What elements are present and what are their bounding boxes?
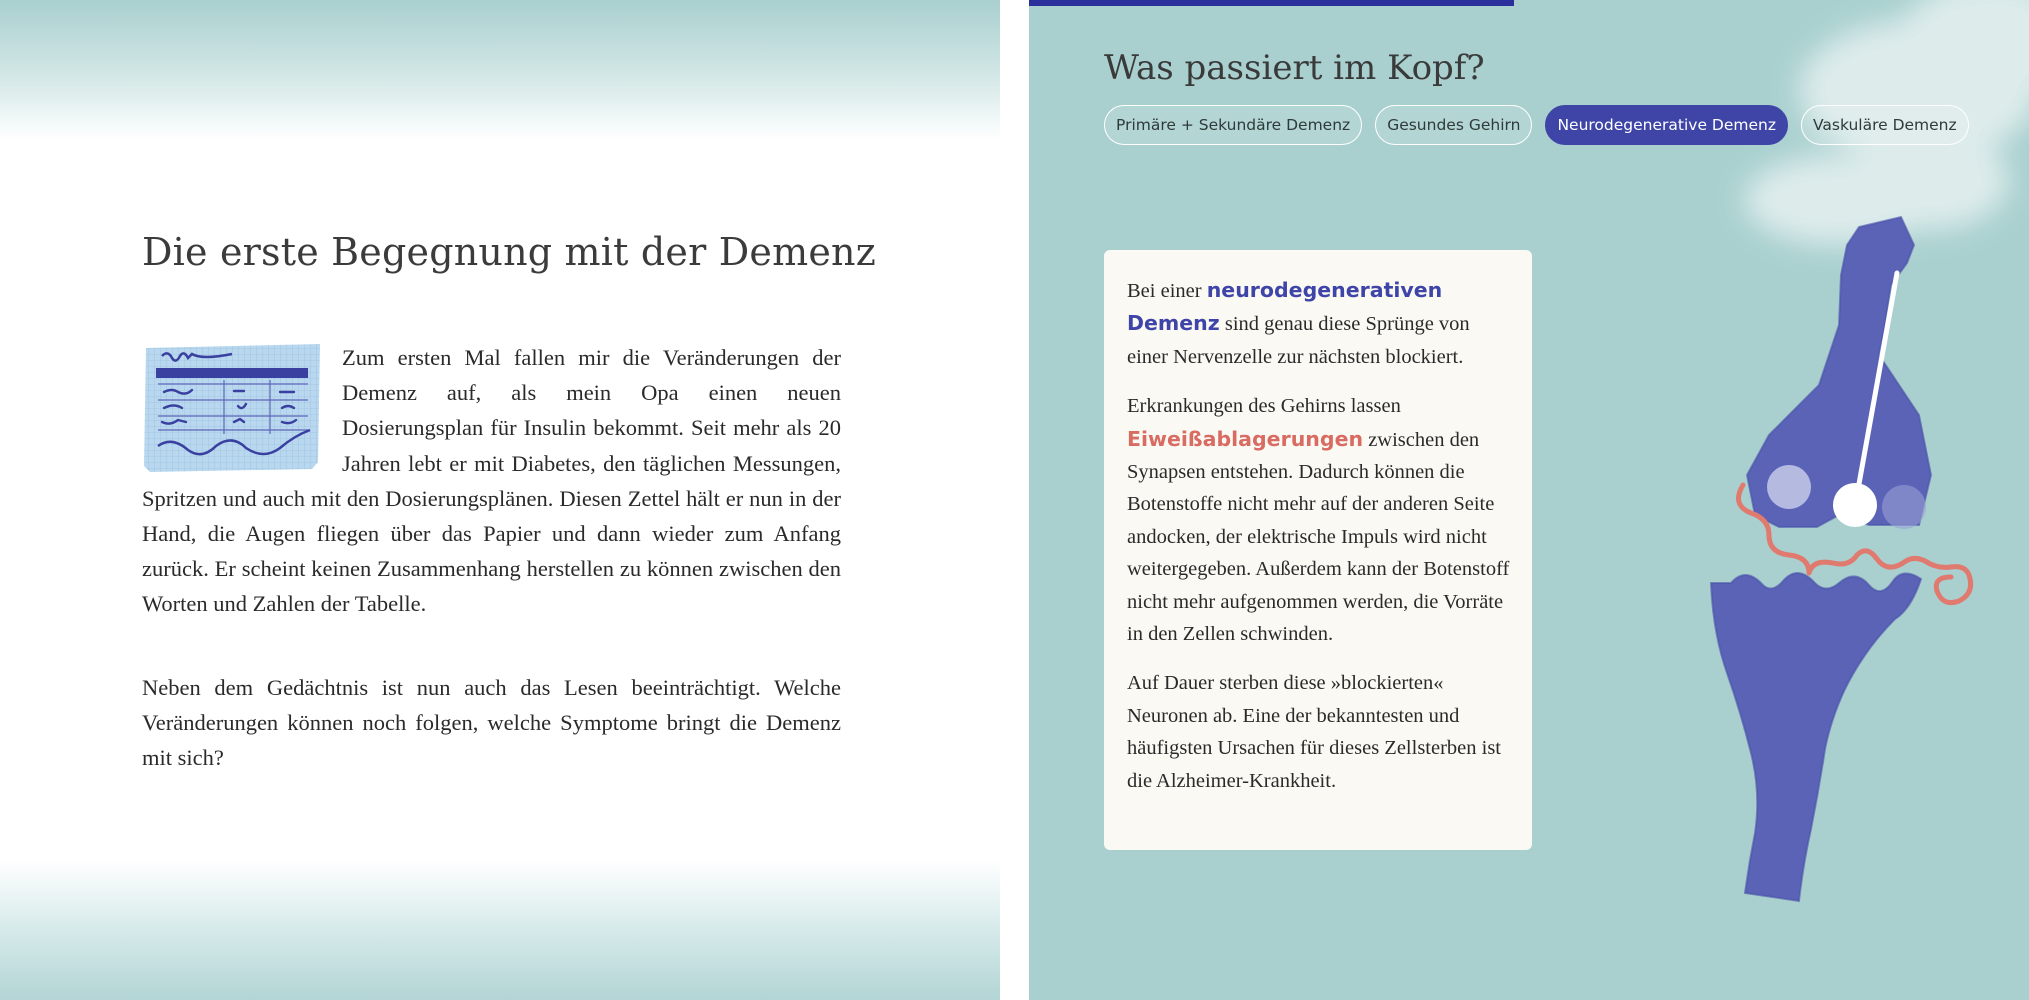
tab-neurodegenerative-dementia[interactable]: Neurodegenerative Demenz xyxy=(1545,105,1788,145)
panel-divider xyxy=(1000,0,1029,1000)
topic-tabs xyxy=(1104,105,1969,145)
info-card xyxy=(1104,250,1532,850)
highlight-protein-deposits: Eiweißablagerungen xyxy=(1127,426,1364,451)
tab-healthy-brain[interactable]: Gesundes Gehirn xyxy=(1375,105,1532,145)
progress-bar-fill xyxy=(1029,0,1514,6)
tab-vascular-dementia[interactable]: Vaskuläre Demenz xyxy=(1801,105,1969,145)
info-paragraph-3: Auf Dauer sterben diese »blockierten« Neuronen ab. Eine der bekanntesten und häufigsten Ursachen für dieses Zellsterben ist die Alzheimer-Krankheit. xyxy=(1127,672,1502,792)
info-text: zwischen den Synapsen entstehen. Dadurch können die Botenstoffe nicht mehr auf der anderen Seite andocken, der elektrische Impuls wird nicht weitergegeben. Außerdem kann der Botenstoff nicht mehr aufgenommen werden, die Vorräte in den Zellen schwinden. xyxy=(1127,428,1510,646)
dosage-plan-note-icon xyxy=(142,342,324,474)
story-paragraph-1 xyxy=(142,340,841,622)
info-paragraph-1 xyxy=(1127,274,1510,373)
section-title: Was passiert im Kopf? xyxy=(1104,48,1485,88)
story-paragraph-2: Neben dem Gedächtnis ist nun auch das Lesen beeinträchtigt. Welche Veränderungen können noch folgen, welche Symptome bringt die Demenz mit sich? xyxy=(142,674,841,771)
info-text: Erkrankungen des Gehirns lassen xyxy=(1127,395,1401,418)
info-paragraph-2 xyxy=(1127,390,1510,650)
story-paragraph-1-text: Zum ersten Mal fallen mir die Veränderungen der Demenz auf, als mein Opa einen neuen Dosierungsplan für Insulin bekommt. Seit mehr als 20 Jahren lebt er mit Diabetes, den täglichen Messungen, Spritzen und auch mit den Dosierungsplänen. Diesen Zettel hält er nun in der Hand, die Augen fliegen über das Papier und dann wieder zum Anfang zurück. Er scheint keinen Zusammenhang herstellen zu können zwischen den Worten und Zahlen der Tabelle. xyxy=(142,345,841,617)
highlight-neurodegenerative: neurodegenerativen Demenz xyxy=(1127,278,1443,336)
tab-primary-secondary-dementia[interactable]: Primäre + Sekundäre Demenz xyxy=(1104,105,1362,145)
story-text xyxy=(142,340,841,823)
story-title: Die erste Begegnung mit der Demenz xyxy=(142,230,876,274)
blocked-synapse-icon xyxy=(1669,215,2009,905)
story-panel xyxy=(0,0,1000,1000)
brain-explainer-panel xyxy=(1029,0,2029,1000)
info-text: sind genau diese Sprünge von einer Nervenzelle zur nächsten blockiert. xyxy=(1127,313,1470,368)
info-text: Bei einer xyxy=(1127,280,1207,302)
